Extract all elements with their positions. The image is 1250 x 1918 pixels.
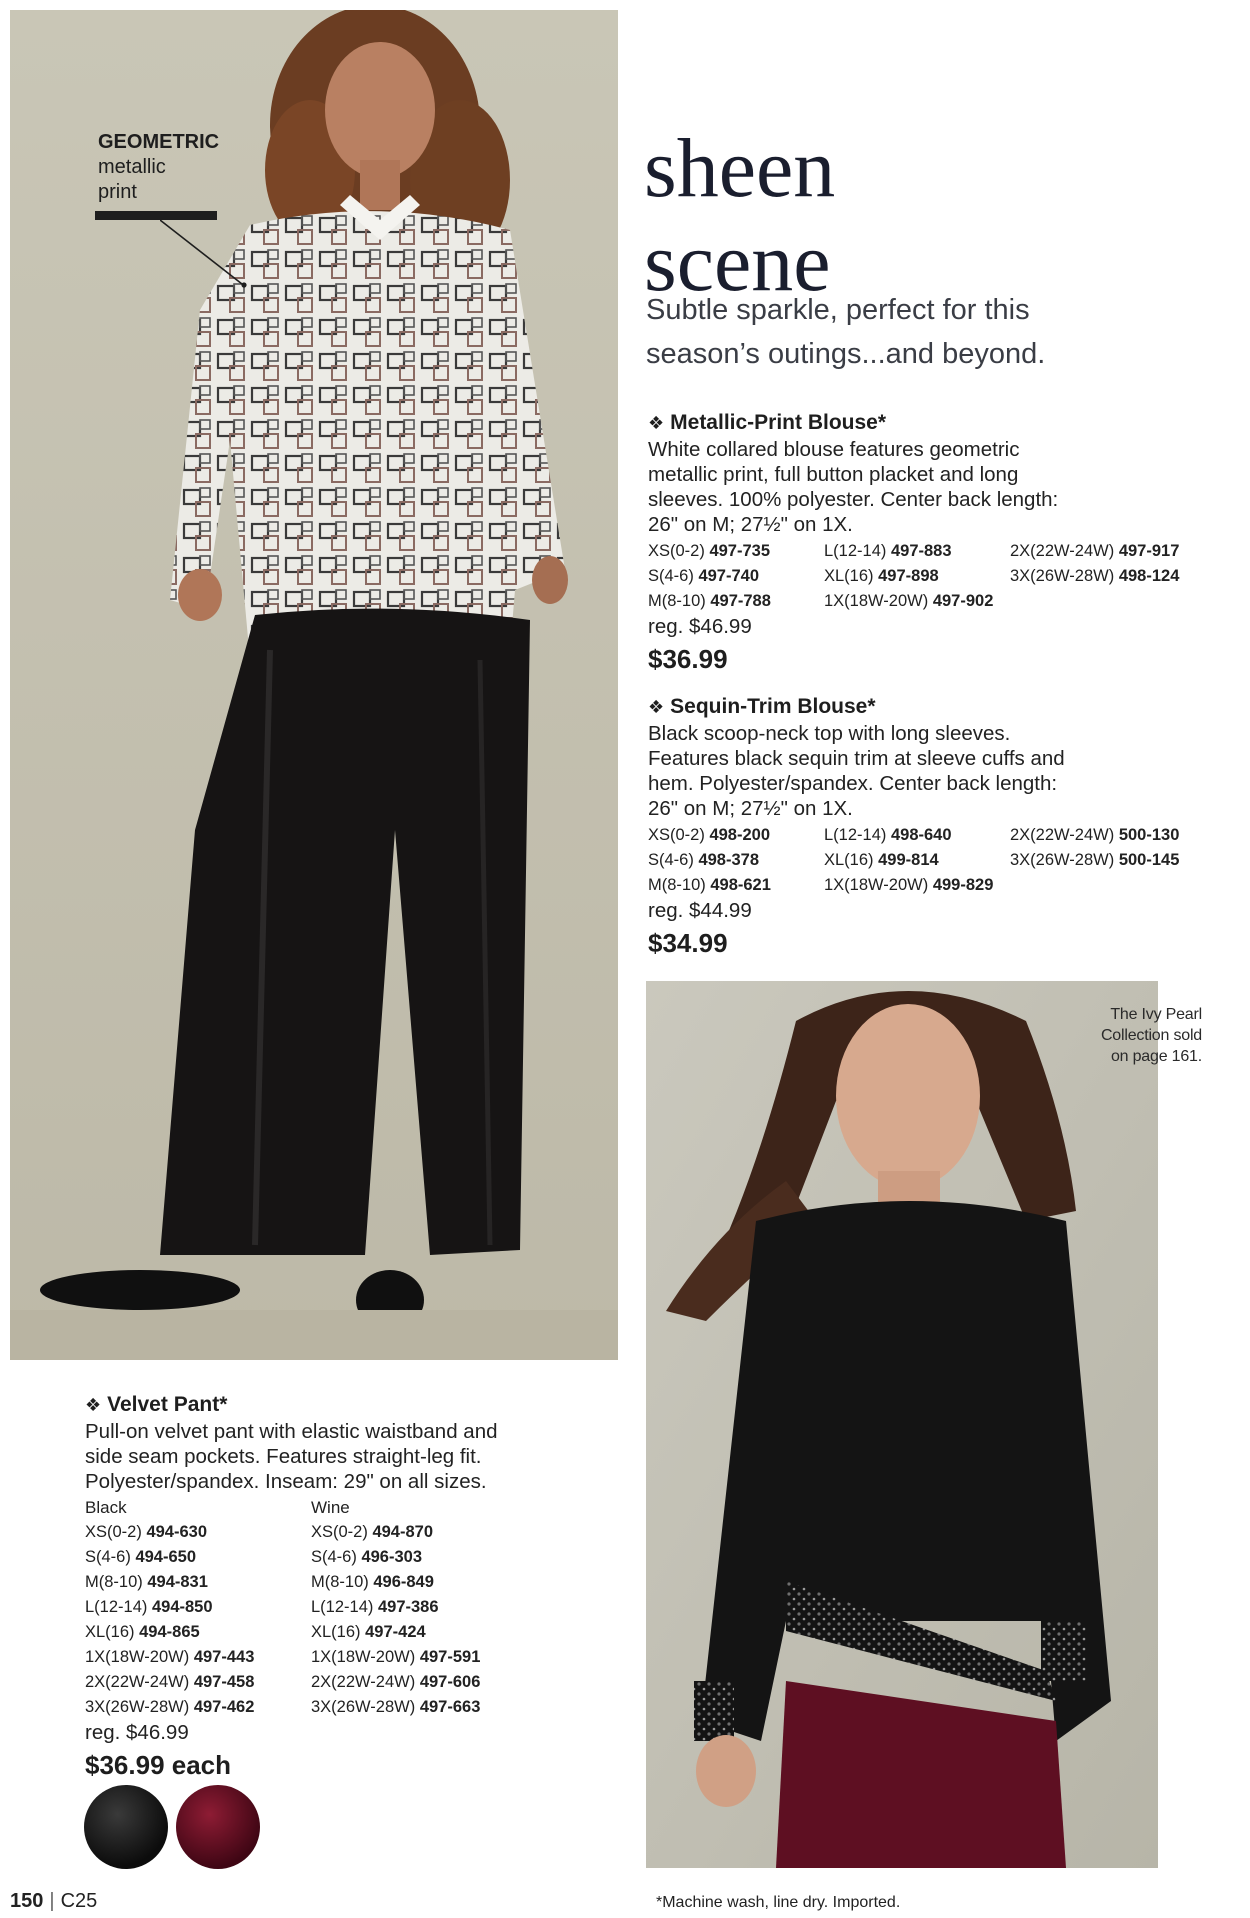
product-title xyxy=(648,694,1208,720)
sale-price: $36.99 each xyxy=(85,1750,232,1780)
color-column-black xyxy=(85,1495,311,1720)
size-label: 1X(18W-20W) xyxy=(311,1648,416,1666)
diamond-bullet-icon: ❖ xyxy=(85,1395,102,1415)
size-label: 2X(22W-24W) xyxy=(85,1673,190,1691)
diamond-bullet-icon: ❖ xyxy=(648,413,665,433)
size-label: 3X(26W-28W) xyxy=(85,1698,190,1716)
item-code: 497-902 xyxy=(932,592,994,610)
size-item xyxy=(311,1645,537,1670)
sale-price: $34.99 xyxy=(648,928,728,958)
size-label: L(12-14) xyxy=(85,1598,148,1616)
size-item xyxy=(648,589,824,614)
callout-geometric-print xyxy=(98,130,219,205)
size-label: M(8-10) xyxy=(311,1573,369,1591)
page-footer-number xyxy=(10,1890,97,1912)
item-code: 497-386 xyxy=(377,1598,439,1616)
size-item xyxy=(85,1670,311,1695)
size-item xyxy=(311,1520,537,1545)
item-code: 498-640 xyxy=(890,826,952,844)
size-item xyxy=(648,848,824,873)
size-item xyxy=(824,823,1010,848)
item-code: 496-849 xyxy=(373,1573,434,1591)
footer-separator: | xyxy=(49,1890,55,1912)
size-label: S(4-6) xyxy=(311,1548,357,1566)
size-item xyxy=(311,1545,537,1570)
size-label: L(12-14) xyxy=(311,1598,374,1616)
size-label: 1X(18W-20W) xyxy=(824,592,929,610)
photo-sequin-trim-blouse xyxy=(646,981,1158,1868)
item-code: 496-303 xyxy=(361,1548,422,1566)
item-code: 497-663 xyxy=(419,1698,481,1716)
color-swatches xyxy=(84,1785,274,1871)
page-subhead: Subtle sparkle, perfect for this season’s outings...and beyond. xyxy=(646,294,1046,370)
size-label: S(4-6) xyxy=(648,567,694,585)
size-item xyxy=(85,1620,311,1645)
size-item xyxy=(824,848,1010,873)
size-label: XL(16) xyxy=(824,851,874,869)
sale-price: $36.99 xyxy=(648,644,728,674)
item-code: 500-130 xyxy=(1118,826,1180,844)
size-item xyxy=(1010,823,1210,848)
item-code: 498-124 xyxy=(1118,567,1180,585)
diamond-bullet-icon: ❖ xyxy=(648,697,665,717)
item-code: 497-917 xyxy=(1118,542,1180,560)
size-label: 2X(22W-24W) xyxy=(1010,542,1115,560)
size-item xyxy=(311,1695,537,1720)
size-label: L(12-14) xyxy=(824,542,887,560)
swatch-black[interactable] xyxy=(84,1785,168,1869)
size-item xyxy=(85,1570,311,1595)
item-code: 494-630 xyxy=(146,1523,208,1541)
size-item xyxy=(824,564,1010,589)
product-title-text: Velvet Pant* xyxy=(107,1393,228,1416)
regular-price: reg. $46.99 xyxy=(85,1721,189,1744)
color-name: Wine xyxy=(311,1498,350,1517)
product-description: White collared blouse features geometric metallic print, full button placket and long sleeves. 100% polyester. Center back length: 26" on M; 27½" on 1X. xyxy=(648,438,1059,536)
item-code: 494-865 xyxy=(139,1623,200,1641)
size-label: S(4-6) xyxy=(85,1548,131,1566)
regular-price: reg. $44.99 xyxy=(648,899,752,922)
size-label: M(8-10) xyxy=(648,876,706,894)
size-label: M(8-10) xyxy=(648,592,706,610)
size-label: XL(16) xyxy=(824,567,874,585)
item-code: 497-424 xyxy=(365,1623,426,1641)
product-title xyxy=(85,1392,605,1418)
size-item xyxy=(648,873,824,898)
item-code: 494-870 xyxy=(372,1523,434,1541)
size-item xyxy=(311,1570,537,1595)
size-item xyxy=(824,873,1010,898)
size-item xyxy=(1010,539,1210,564)
item-code: 497-462 xyxy=(193,1698,255,1716)
product-title-text: Sequin-Trim Blouse* xyxy=(670,695,876,718)
item-code: 497-606 xyxy=(419,1673,481,1691)
product-velvet-pant xyxy=(85,1392,605,1782)
size-item xyxy=(85,1520,311,1545)
size-item xyxy=(824,589,1010,614)
size-label: XS(0-2) xyxy=(648,826,705,844)
item-code: 497-591 xyxy=(419,1648,481,1666)
item-code: 498-378 xyxy=(698,851,759,869)
size-item xyxy=(85,1645,311,1670)
product-metallic-print-blouse xyxy=(648,410,1208,676)
product-title-text: Metallic-Print Blouse* xyxy=(670,411,887,434)
size-item xyxy=(85,1545,311,1570)
size-label: 3X(26W-28W) xyxy=(311,1698,416,1716)
size-item xyxy=(311,1670,537,1695)
size-label: L(12-14) xyxy=(824,826,887,844)
sidenote-ivy-pearl: The Ivy Pearl Collection sold on page 161. xyxy=(1100,1006,1202,1065)
item-code: 499-829 xyxy=(932,876,994,894)
item-code: 497-898 xyxy=(878,567,939,585)
swatch-wine[interactable] xyxy=(176,1785,260,1869)
regular-price: reg. $46.99 xyxy=(648,615,752,638)
size-label: S(4-6) xyxy=(648,851,694,869)
product-sequin-trim-blouse xyxy=(648,694,1208,960)
color-size-columns xyxy=(85,1495,605,1720)
size-item xyxy=(1010,848,1210,873)
size-item xyxy=(648,539,824,564)
product-description: Pull-on velvet pant with elastic waistband and side seam pockets. Features straight-leg fit. Polyester/spandex. Inseam: 29" on all sizes. xyxy=(85,1420,498,1493)
size-item xyxy=(824,539,1010,564)
size-label: XL(16) xyxy=(85,1623,135,1641)
care-note: *Machine wash, line dry. Imported. xyxy=(656,1894,901,1911)
item-code: 494-831 xyxy=(147,1573,208,1591)
size-label: 1X(18W-20W) xyxy=(824,876,929,894)
page-number: 150 xyxy=(10,1890,44,1912)
size-item xyxy=(648,564,824,589)
size-label: 2X(22W-24W) xyxy=(1010,826,1115,844)
color-name: Black xyxy=(85,1498,127,1517)
size-label: 3X(26W-28W) xyxy=(1010,851,1115,869)
size-item xyxy=(311,1595,537,1620)
size-item xyxy=(648,823,824,848)
callout-strong: GEOMETRIC xyxy=(98,131,220,153)
item-code: 494-850 xyxy=(151,1598,213,1616)
item-code: 500-145 xyxy=(1118,851,1180,869)
size-label: 1X(18W-20W) xyxy=(85,1648,190,1666)
color-column-wine xyxy=(311,1495,537,1720)
callout-leader-line xyxy=(160,218,260,288)
catalog-code: C25 xyxy=(60,1890,98,1912)
size-item xyxy=(85,1695,311,1720)
model-illustration-second xyxy=(646,981,1158,1868)
size-label: XS(0-2) xyxy=(648,542,705,560)
size-grid xyxy=(648,539,1208,614)
product-title xyxy=(648,410,1208,436)
item-code: 498-200 xyxy=(709,826,771,844)
item-code: 494-650 xyxy=(135,1548,196,1566)
size-item xyxy=(85,1595,311,1620)
item-code: 497-883 xyxy=(890,542,952,560)
item-code: 497-788 xyxy=(710,592,771,610)
item-code: 497-458 xyxy=(193,1673,255,1691)
item-code: 498-621 xyxy=(710,876,771,894)
page-headline: sheen scene xyxy=(644,122,836,309)
callout-rest: metallic print xyxy=(98,156,166,203)
item-code: 497-735 xyxy=(709,542,771,560)
size-item xyxy=(1010,564,1210,589)
size-label: 3X(26W-28W) xyxy=(1010,567,1115,585)
size-label: XS(0-2) xyxy=(85,1523,142,1541)
size-label: XL(16) xyxy=(311,1623,361,1641)
size-item xyxy=(311,1620,537,1645)
size-label: M(8-10) xyxy=(85,1573,143,1591)
product-description: Black scoop-neck top with long sleeves. Features black sequin trim at sleeve cuffs and hem. Polyester/spandex. Center back length: 26" on M; 27½" on 1X. xyxy=(648,722,1065,820)
item-code: 497-443 xyxy=(193,1648,255,1666)
size-label: XS(0-2) xyxy=(311,1523,368,1541)
size-grid xyxy=(648,823,1208,898)
item-code: 497-740 xyxy=(698,567,759,585)
size-label: 2X(22W-24W) xyxy=(311,1673,416,1691)
item-code: 499-814 xyxy=(878,851,939,869)
